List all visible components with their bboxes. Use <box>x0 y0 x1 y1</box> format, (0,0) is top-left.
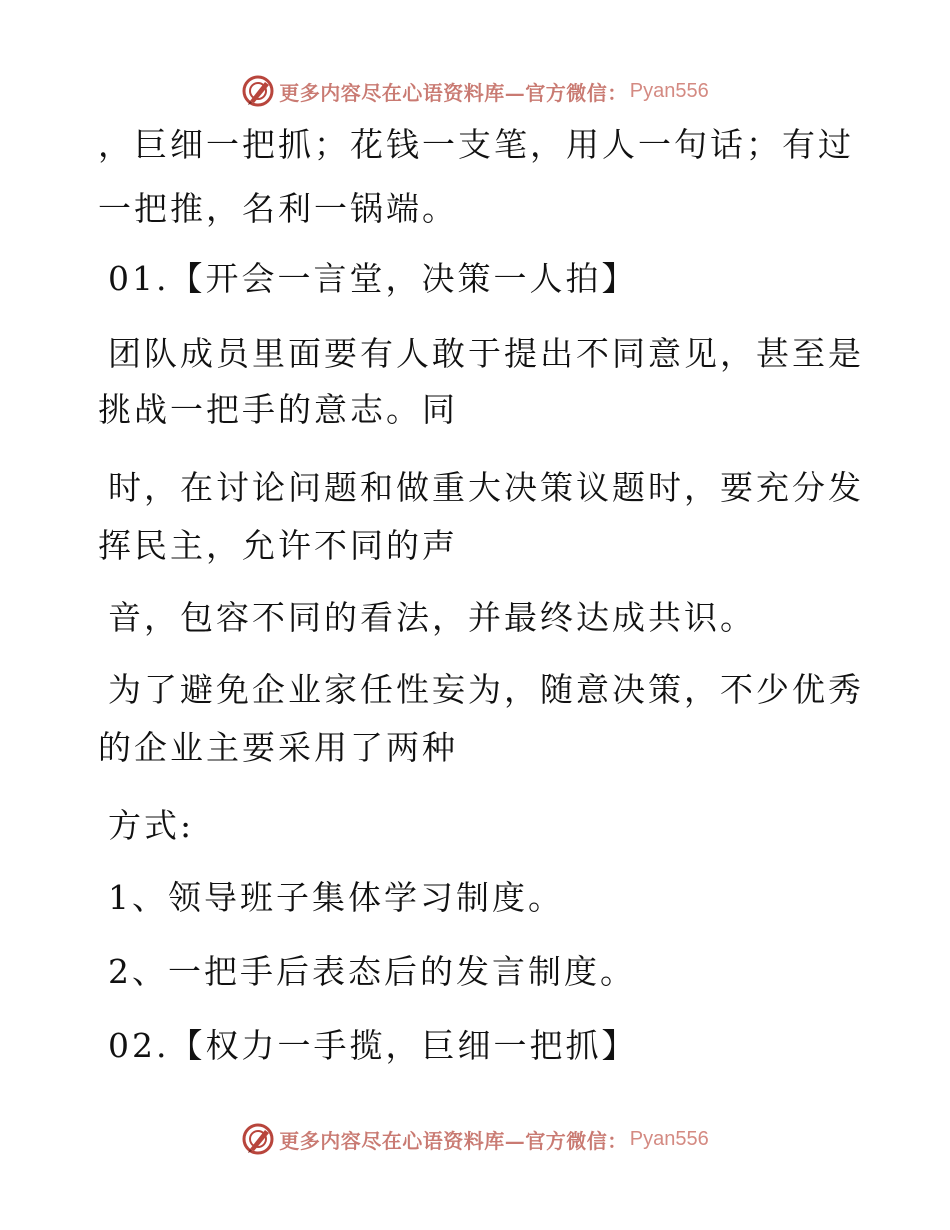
text-line: 挑战一把手的意志。同 <box>98 390 458 429</box>
watermark-handle: Pyan556 <box>629 1127 709 1150</box>
watermark-handle: Pyan556 <box>629 79 709 102</box>
text-line: 团队成员里面要有人敢于提出不同意见，甚至是 <box>108 334 864 373</box>
text-line: 一把推，名利一锅端。 <box>98 189 458 228</box>
text-line: 音，包容不同的看法，并最终达成共识。 <box>108 598 756 637</box>
text-line: ，巨细一把抓；花钱一支笔，用人一句话；有过 <box>98 125 854 164</box>
list-item: 1、领导班子集体学习制度。 <box>108 878 564 917</box>
text-line: 为了避免企业家任性妄为，随意决策，不少优秀 <box>108 670 864 709</box>
section-heading: 02.【权力一手揽，巨细一把抓】 <box>108 1026 638 1065</box>
watermark-text: 更多内容尽在心语资料库—官方微信： <box>279 1128 628 1153</box>
watermark-text: 更多内容尽在心语资料库—官方微信： <box>279 80 628 105</box>
text-line: 时，在讨论问题和做重大决策议题时，要充分发 <box>108 468 864 507</box>
list-item: 2、一把手后表态后的发言制度。 <box>108 952 636 991</box>
footer-watermark <box>0 1119 950 1159</box>
text-line: 方式: <box>108 806 195 845</box>
pen-logo-icon <box>241 1122 275 1156</box>
pen-logo-icon <box>241 74 275 108</box>
section-heading: 01.【开会一言堂，决策一人拍】 <box>108 259 638 298</box>
header-watermark <box>0 71 950 111</box>
text-line: 挥民主，允许不同的声 <box>98 526 458 565</box>
text-line: 的企业主要采用了两种 <box>98 728 458 767</box>
